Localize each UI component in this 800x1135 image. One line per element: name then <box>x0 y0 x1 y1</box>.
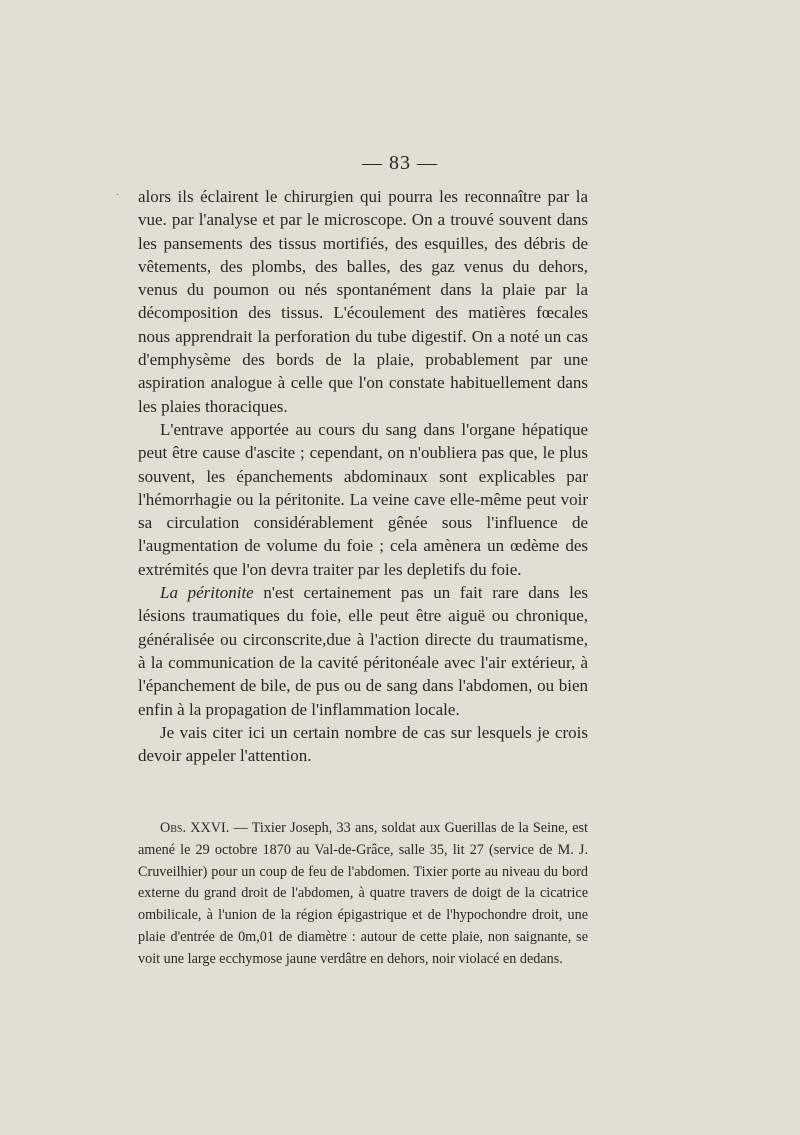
italic-lead: La péritonite <box>160 583 254 603</box>
observation-label: Obs. XXVI. <box>160 820 230 836</box>
body-text <box>138 185 588 767</box>
observation-text: — Tixier Joseph, 33 ans, soldat aux Guerillas de la Seine, est amené le 29 octobre 1870 au Val-de-Grâce, salle 35, lit 27 (service de M. J. Cruveilhier) pour un coup de feu de l'abdomen. Tixier porte au niveau du bord externe du grand droit de l'abdomen, à quatre travers de doigt de la cicatrice ombilicale, à l'union de la région épigastrique et de l'hypochondre droit, une plaie d'entrée de 0m,01 de diamètre : autour de cette plaie, non saignante, se voit une large ecchymose jaune verdâtre en dehors, noir violacé en dedans. <box>138 820 588 967</box>
paragraph-4: Je vais citer ici un certain nombre de cas sur lesquels je crois devoir appeler l'attention. <box>138 722 588 766</box>
margin-mark: · <box>116 190 120 201</box>
paragraph-2: L'entrave apportée au cours du sang dans l'organe hépatique peut être cause d'ascite ; cependant, on n'oubliera pas que, le plus souvent, les épanchements abdominaux sont explicables par l'hémorrhagie ou la péritonite. La veine cave elle-même peut voir sa circulation considérablement gênée sous l'influence de l'augmentation de volume du foie ; cela amènera un œdème des extrémités que l'on devra traiter par les depletifs du foie. <box>138 419 588 579</box>
observation-block <box>138 818 588 971</box>
paragraph-1: alors ils éclairent le chirurgien qui pourra les reconnaître par la vue. par l'analyse et par le microscope. On a trouvé souvent dans les pansements des tissus mortifiés, des esquilles, des débris de vêtements, des plombs, des balles, des gaz venus du dehors, venus du poumon ou nés spontanément dans la plaie par la décomposition des tissus. L'écoulement des matières fœcales nous apprendrait la perforation du tube digestif. On a noté un cas d'emphysème des bords de la plaie, probablement par une aspiration analogue à celle que l'on constate habituellement dans les plaies thoraciques. <box>138 187 588 416</box>
paragraph-3 <box>138 581 588 721</box>
page-number: — 83 — <box>362 152 438 174</box>
paragraph-3-body: n'est certainement pas un fait rare dans les lésions traumatiques du foie, elle peut être aiguë ou chronique, généralisée ou circonscrite,due à l'action directe du traumatisme, à la communication de la cavité péritonéale avec l'air extérieur, à l'épanchement de bile, de pus ou de sang dans l'abdomen, ou bien enfin à la propagation de l'inflammation locale. <box>138 583 588 719</box>
